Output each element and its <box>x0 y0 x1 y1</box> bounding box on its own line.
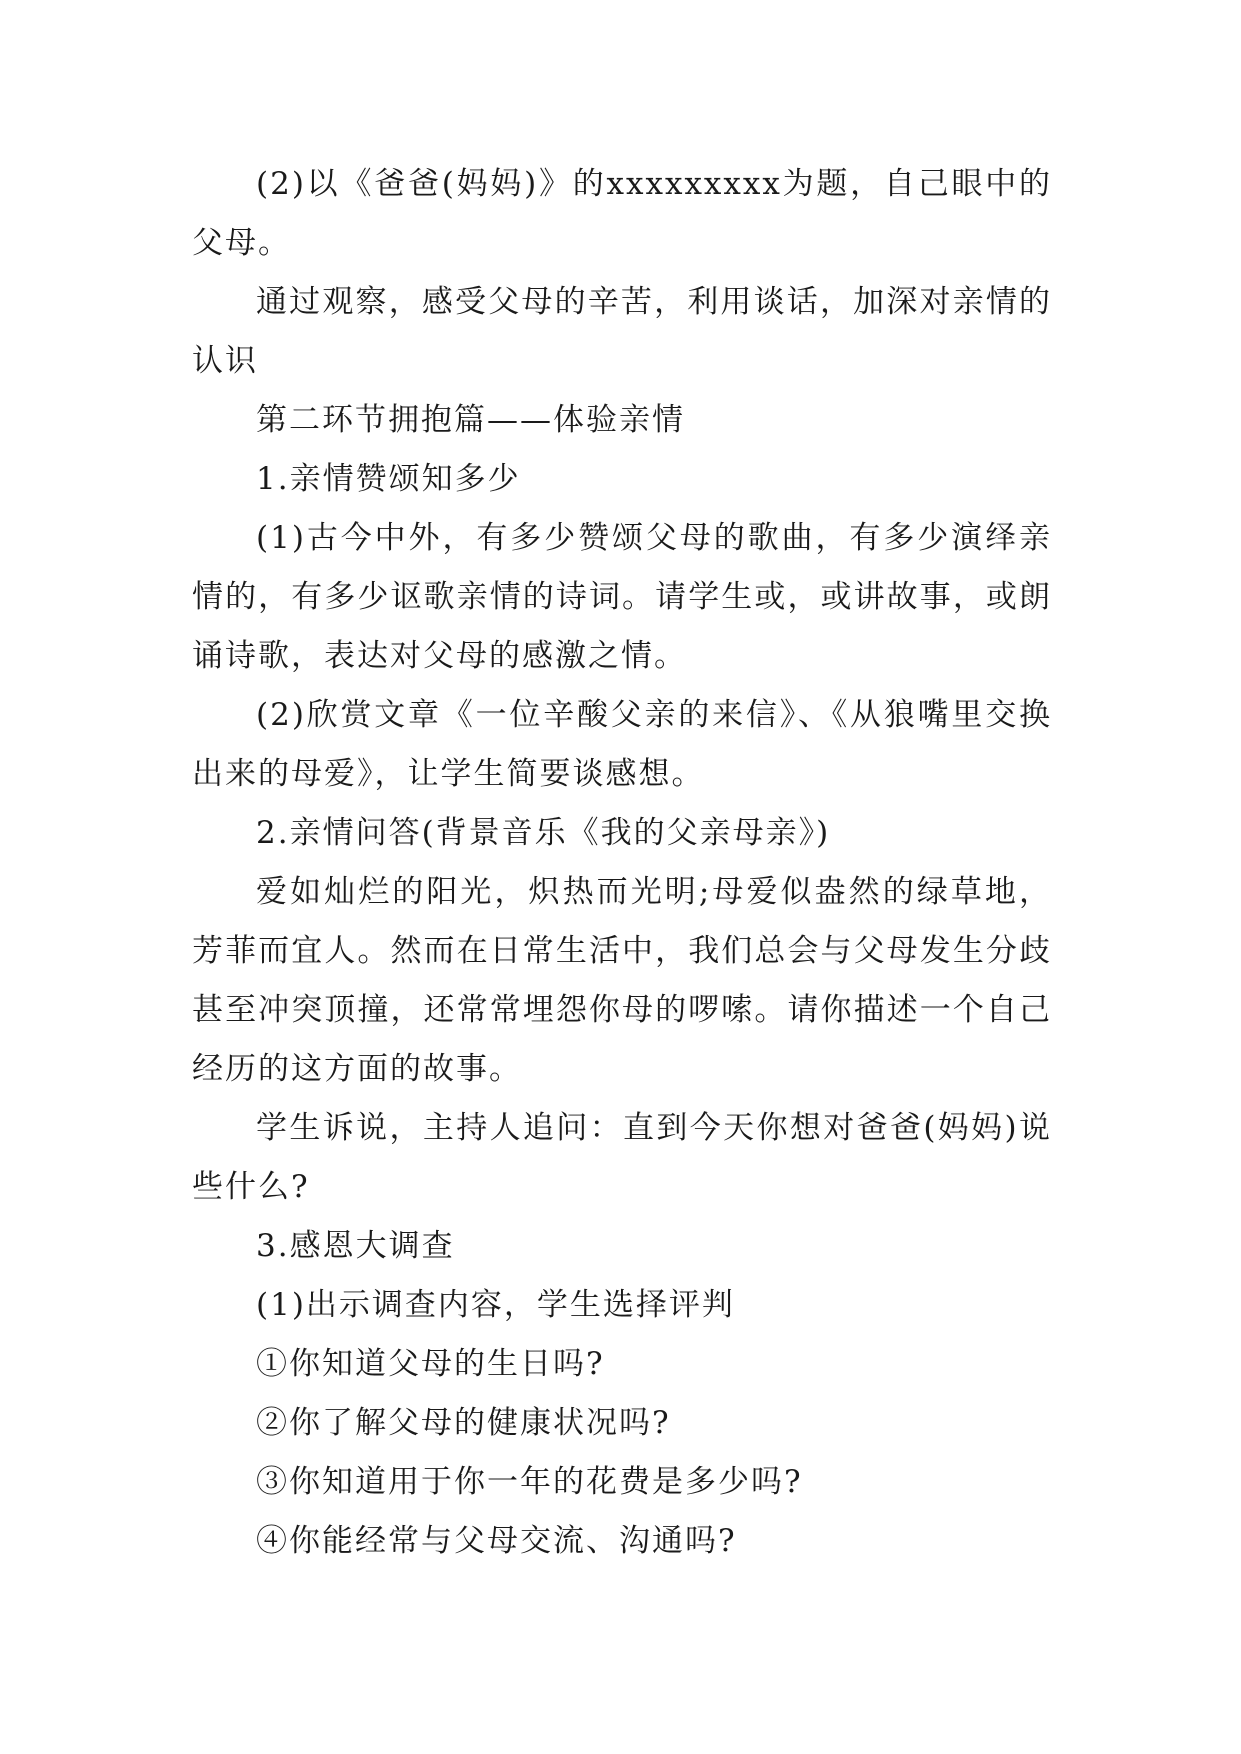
list-item: ①你知道父母的生日吗? <box>256 1346 605 1382</box>
section-heading: 第二环节拥抱篇——体验亲情 <box>256 402 685 438</box>
paragraph: (1)出示调查内容，学生选择评判 <box>256 1287 735 1323</box>
document-body <box>192 155 1052 1571</box>
list-item: ③你知道用于你一年的花费是多少吗? <box>256 1464 803 1500</box>
paragraph: (2)以《爸爸(妈妈)》的xxxxxxxxx为题，自己眼中的父母。 <box>192 166 1052 261</box>
list-item: ④你能经常与父母交流、沟通吗? <box>256 1523 737 1559</box>
paragraph: (1)古今中外，有多少赞颂父母的歌曲，有多少演绎亲情的，有多少讴歌亲情的诗词。请学生或，或讲故事，或朗诵诗歌，表达对父母的感激之情。 <box>192 520 1052 674</box>
paragraph: (2)欣赏文章《一位辛酸父亲的来信》、《从狼嘴里交换出来的母爱》，让学生简要谈感想。 <box>192 697 1052 792</box>
subsection-heading: 2.亲情问答(背景音乐《我的父亲母亲》) <box>256 815 831 851</box>
subsection-heading: 3.感恩大调查 <box>256 1228 455 1264</box>
paragraph: 通过观察，感受父母的辛苦，利用谈话，加深对亲情的认识 <box>192 284 1052 379</box>
paragraph: 爱如灿烂的阳光，炽热而光明;母爱似盎然的绿草地，芳菲而宜人。然而在日常生活中，我们总会与父母发生分歧甚至冲突顶撞，还常常埋怨你母的啰嗦。请你描述一个自己经历的这方面的故事。 <box>192 874 1052 1087</box>
paragraph: 学生诉说，主持人追问：直到今天你想对爸爸(妈妈)说些什么? <box>192 1110 1052 1205</box>
subsection-heading: 1.亲情赞颂知多少 <box>256 461 521 497</box>
list-item: ②你了解父母的健康状况吗? <box>256 1405 671 1441</box>
